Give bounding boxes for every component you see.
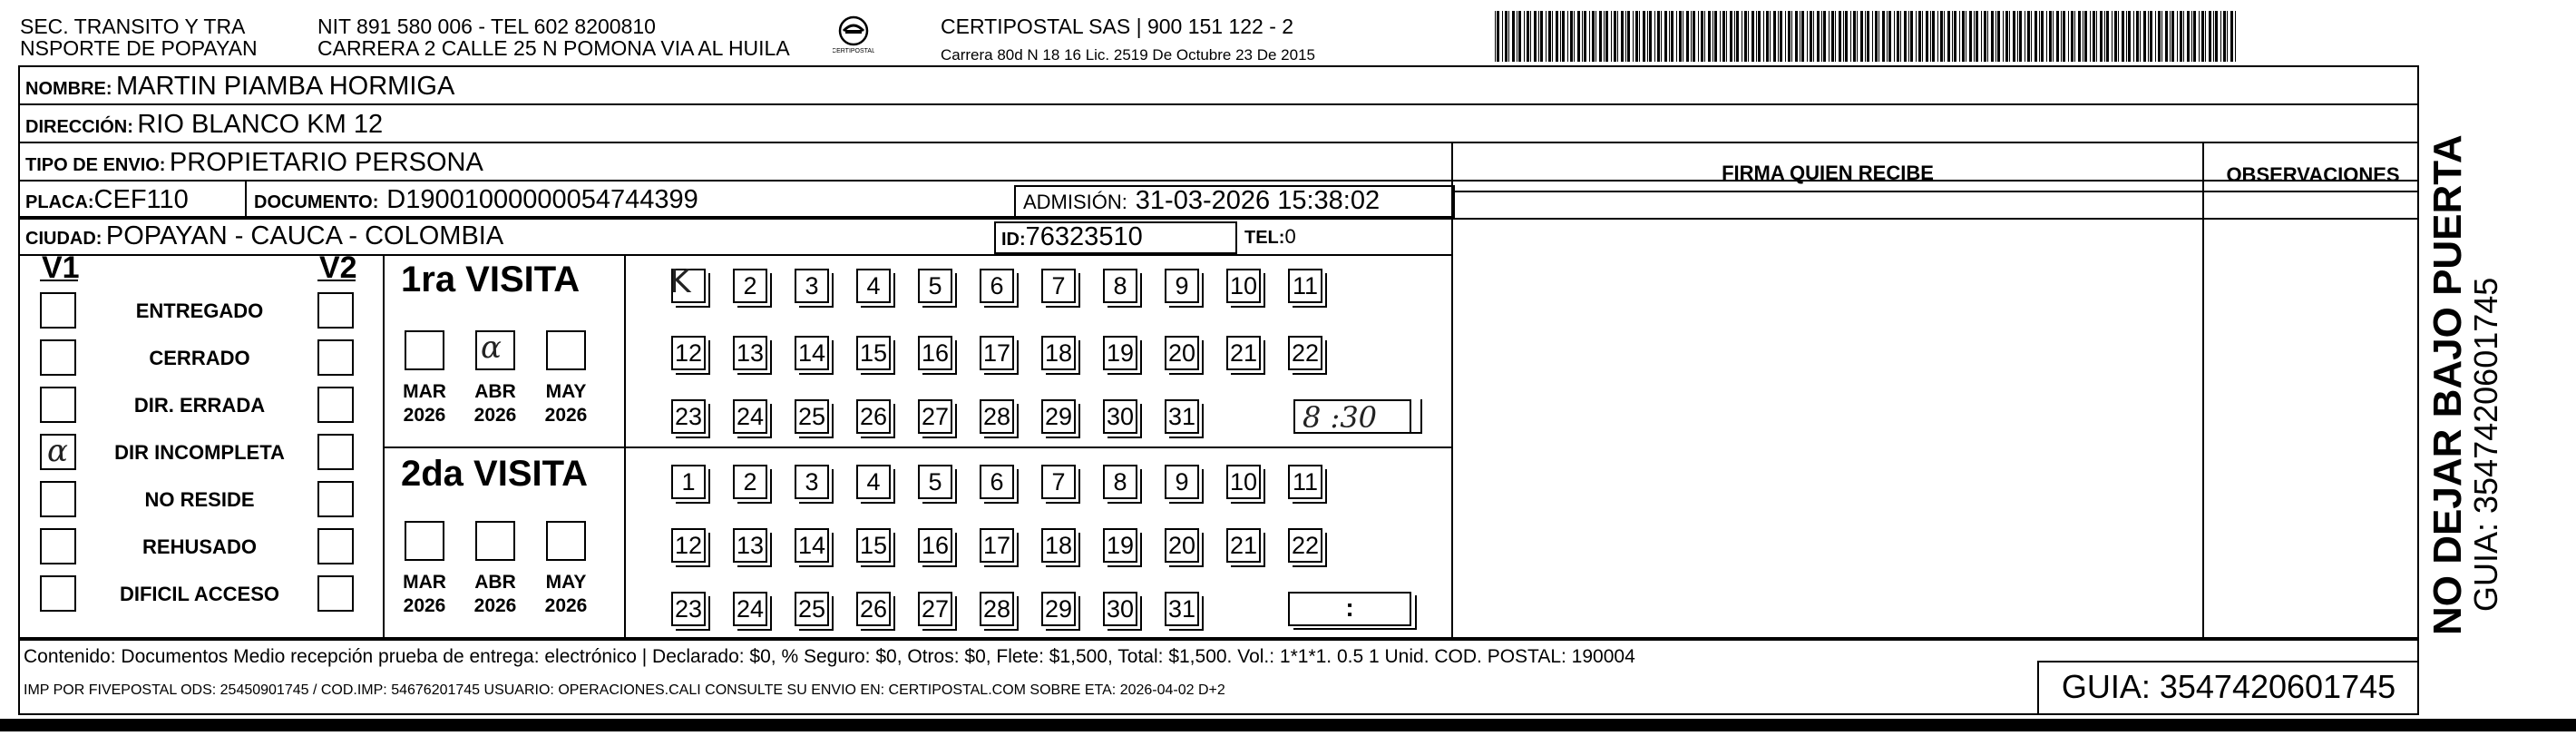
visit1-day-number: 26 [859,403,888,430]
visit2-day-box[interactable] [980,592,1014,626]
visit2-day-box[interactable] [856,592,891,626]
visit2-day-number: 6 [990,468,1004,496]
visit2-day-number: 11 [1292,468,1319,496]
tel-value: 0 [1284,225,1296,248]
visit1-day-number: 22 [1291,339,1320,367]
id-value: 76323510 [1025,222,1143,251]
visit1-day-box[interactable] [1103,336,1137,370]
visit2-day-number: 3 [805,468,819,496]
visit1-month-label: ABR [474,381,516,402]
visit1-month-label: MAR [403,381,446,402]
visit2-day-number: 29 [1044,595,1073,623]
visit1-day-number: 27 [921,403,950,430]
visit2-day-box[interactable] [1103,592,1137,626]
v1-checkbox[interactable] [40,292,76,329]
visit2-day-box[interactable] [1226,465,1261,499]
visit1-day-box[interactable] [980,269,1014,303]
footer-contenido: Contenido: Documentos Medio recepción prueba de entrega: electrónico | Declarado: $0, % Seguro: $0, Otros: $0, Flete: $1,500, Total: $1,500. Vol.: 1*1*1. 0.5 1 Unid. COD. POSTAL: 190004 [24,646,1635,667]
courier-name: CERTIPOSTAL SAS | 900 151 122 - 2 [941,15,1294,38]
direccion-row [25,109,383,144]
visit2-day-number: 19 [1106,532,1135,559]
visit1-day-number: 25 [797,403,826,430]
visit1-day-box[interactable] [1103,399,1137,434]
admision-label: ADMISIÓN: [1023,191,1127,213]
visit2-day-box[interactable] [795,528,829,563]
tipo-envio-label: TIPO DE ENVIO: [25,155,166,175]
visit1-day-box[interactable] [1041,269,1076,303]
visit1-day-box[interactable] [918,336,952,370]
visit2-day-number: 23 [674,595,703,623]
visit2-month-label: MAR [403,572,446,593]
visit2-day-box[interactable] [1226,528,1261,563]
visit1-day-number: 13 [736,339,765,367]
certipostal-logo [833,13,874,54]
visit2-day-number: 16 [921,532,950,559]
status-label: REHUSADO [142,535,257,558]
visit1-day-box[interactable] [1226,336,1261,370]
visit2-day-box[interactable] [733,528,767,563]
cut-strip [0,719,2576,731]
visit2-month-year: 2026 [403,595,446,616]
v2-checkbox[interactable] [317,292,354,329]
direccion-label: DIRECCIÓN: [25,117,133,137]
visit1-day-box[interactable] [1165,336,1199,370]
visit2-day-box[interactable] [980,465,1014,499]
visit2-day-number: 1 [681,468,696,496]
visit1-day-number: 12 [674,339,703,367]
visit1-day-box[interactable] [856,336,891,370]
barcode [1495,11,2239,62]
visit1-day-number: 28 [982,403,1011,430]
visit2-day-box[interactable] [918,465,952,499]
visit2-month-year: 2026 [473,595,517,616]
observaciones-area[interactable] [2205,192,2417,637]
visit1-day-box[interactable] [733,269,767,303]
v1-checkbox[interactable] [40,339,76,376]
visit1-day-number: 9 [1175,272,1189,299]
visit1-day-mark: K [669,263,691,300]
direccion-value: RIO BLANCO KM 12 [137,110,384,139]
visit1-day-number: 15 [859,339,888,367]
visit2-day-number: 12 [674,532,703,559]
visit1-day-box[interactable] [1288,269,1322,303]
visit1-day-number: 14 [797,339,826,367]
visit1-day-box[interactable] [1165,269,1199,303]
visit2-day-box[interactable] [1103,465,1137,499]
firma-label: FIRMA QUIEN RECIBE [1722,162,1934,184]
visit2-month-checkbox[interactable] [546,521,586,561]
visit2-day-number: 26 [859,595,888,623]
visit2-day-box[interactable] [1288,528,1322,563]
visit1-month-checkbox[interactable] [405,330,444,370]
visit2-month-label: MAY [545,572,587,593]
visit1-month-year: 2026 [403,405,446,426]
visit2-day-box[interactable] [733,592,767,626]
v1-checkbox[interactable] [40,481,76,517]
status-label: DIR INCOMPLETA [114,441,285,464]
visit1-day-number: 6 [990,272,1004,299]
visit2-day-box[interactable] [795,465,829,499]
observaciones-label: OBSERVACIONES [2226,163,2400,186]
svg-text:CERTIPOSTAL: CERTIPOSTAL [833,48,874,54]
status-label: CERRADO [149,347,250,369]
visit1-day-number: 31 [1167,403,1196,430]
documento-label: DOCUMENTO: [254,192,379,212]
visit2-day-number: 7 [1051,468,1066,496]
visit1-day-number: 30 [1106,403,1135,430]
visit1-day-box[interactable] [856,269,891,303]
v2-checkbox[interactable] [317,339,354,376]
side-warning: NO DEJAR BAJO PUERTA [2425,134,2470,635]
visit1-day-box[interactable] [1103,269,1137,303]
visit1-month-mark: α [481,329,502,366]
documento-value: D19001000000054744399 [386,185,698,214]
visit2-day-number: 28 [982,595,1011,623]
status-label: DIR. ERRADA [133,394,266,417]
v1-mark: α [47,433,68,469]
visit1-day-box[interactable] [795,269,829,303]
admision-value: 31-03-2026 15:38:02 [1135,186,1381,215]
visit1-month-label: MAY [545,381,587,402]
admision-row [1023,185,1380,221]
visit2-day-number: 27 [921,595,950,623]
visit1-day-number: 4 [866,272,881,299]
placa-label: PLACA: [25,192,94,212]
visit1-day-box[interactable] [918,269,952,303]
visit2-day-box[interactable] [1288,465,1322,499]
visit1-day-number: 24 [736,403,765,430]
visit2-day-number: 14 [797,532,826,559]
visit2-day-box[interactable] [856,528,891,563]
visit1-day-box[interactable] [671,336,706,370]
visit1-day-number: 10 [1229,272,1258,299]
visit1-day-box[interactable] [980,399,1014,434]
visit2-day-box[interactable] [1041,465,1076,499]
v2-checkbox[interactable] [317,434,354,470]
visit2-month-checkbox[interactable] [405,521,444,561]
v2-header: V2 [319,250,357,285]
visit2-day-box[interactable] [1103,528,1137,563]
visit2-title: 2da VISITA [401,454,588,494]
visit1-day-box[interactable] [795,336,829,370]
visit2-day-number: 30 [1106,595,1135,623]
footer-guia: GUIA: 3547420601745 [2061,668,2396,705]
visit1-day-number: 19 [1106,339,1135,367]
visit2-day-number: 20 [1167,532,1196,559]
nombre-value: MARTIN PIAMBA HORMIGA [116,72,455,101]
v2-checkbox[interactable] [317,528,354,564]
visit1-day-number: 8 [1113,272,1127,299]
tipo-envio-value: PROPIETARIO PERSONA [169,148,483,177]
tel-label: TEL: [1244,228,1285,248]
visit2-day-number: 18 [1044,532,1073,559]
ciudad-value: POPAYAN - CAUCA - COLOMBIA [105,221,504,250]
visit1-day-box[interactable] [1041,336,1076,370]
v2-checkbox[interactable] [317,575,354,612]
ciudad-label: CIUDAD: [25,229,102,249]
visit1-day-box[interactable] [980,336,1014,370]
visit1-day-box[interactable] [671,399,706,434]
v1-checkbox[interactable] [40,528,76,564]
visit1-day-number: 23 [674,403,703,430]
visit1-day-number: 29 [1044,403,1073,430]
visit1-day-number: 18 [1044,339,1073,367]
nombre-row [25,71,454,106]
visit2-day-box[interactable] [1041,528,1076,563]
visit2-day-number: 13 [736,532,765,559]
visit1-day-box[interactable] [1288,336,1322,370]
visit1-day-number: 7 [1051,272,1066,299]
visit1-title: 1ra VISITA [401,260,581,299]
visit1-day-box[interactable] [1041,399,1076,434]
nombre-label: NOMBRE: [25,79,112,99]
visit2-day-box[interactable] [671,465,706,499]
visit1-time: 8 :30 [1303,400,1378,435]
visit1-day-number: 3 [805,272,819,299]
status-label: NO RESIDE [144,488,255,511]
visit2-day-box[interactable] [671,592,706,626]
visit2-day-number: 10 [1229,468,1258,496]
v2-checkbox[interactable] [317,387,354,423]
visit2-day-box[interactable] [795,592,829,626]
visit1-day-box[interactable] [733,399,767,434]
status-label: DIFICIL ACCESO [119,583,279,605]
visit2-month-label: ABR [474,572,516,593]
side-guia: GUIA: 3547420601745 [2467,277,2504,612]
visit1-month-year: 2026 [473,405,517,426]
sender-name-line1: SEC. TRANSITO Y TRA [20,15,246,38]
visit2-day-number: 15 [859,532,888,559]
visit1-day-number: 2 [743,272,757,299]
visit1-day-number: 5 [928,272,942,299]
footer-imp-line: IMP POR FIVEPOSTAL ODS: 25450901745 / COD.IMP: 54676201745 USUARIO: OPERACIONES.CALI CONSULTE SU ENVIO EN: CERTIPOSTAL.COM SOBRE ETA: 2026-04-02 D+2 [24,682,1225,698]
visit1-month-checkbox[interactable] [546,330,586,370]
visit2-day-box[interactable] [1165,465,1199,499]
signature-area[interactable] [1455,192,2200,637]
sender-address: CARRERA 2 CALLE 25 N POMONA VIA AL HUILA [317,36,790,60]
visit1-day-box[interactable] [918,399,952,434]
visit2-day-number: 2 [743,468,757,496]
visit2-day-box[interactable] [1041,592,1076,626]
id-label: ID: [1001,230,1026,250]
placa-value: CEF110 [93,185,189,214]
visit2-day-number: 5 [928,468,942,496]
visit1-day-box[interactable] [1226,269,1261,303]
visit2-day-number: 31 [1167,595,1196,623]
visit2-day-number: 8 [1113,468,1127,496]
v2-checkbox[interactable] [317,481,354,517]
tipo-envio-row [25,147,483,182]
v1-checkbox[interactable] [40,387,76,423]
visit2-day-box[interactable] [1165,592,1199,626]
visit1-month-year: 2026 [544,405,588,426]
visit2-day-box[interactable] [733,465,767,499]
visit1-day-number: 16 [921,339,950,367]
visit1-day-box[interactable] [856,399,891,434]
visit1-day-number: 21 [1229,339,1258,367]
visit1-day-box[interactable] [795,399,829,434]
documento-row [254,184,698,220]
visit1-day-box[interactable] [733,336,767,370]
visit2-day-box[interactable] [918,528,952,563]
visit2-day-box[interactable] [671,528,706,563]
sender-name-line2: NSPORTE DE POPAYAN [20,36,258,60]
sender-nit: NIT 891 580 006 - TEL 602 8200810 [317,15,656,38]
visit2-day-number: 9 [1175,468,1189,496]
visit2-month-year: 2026 [544,595,588,616]
tel-row [1244,221,1296,255]
placa-row [25,184,189,220]
visit2-time: : [1345,594,1354,622]
visit2-day-box[interactable] [918,592,952,626]
ciudad-row [25,221,503,256]
visit2-day-box[interactable] [856,465,891,499]
v1-header: V1 [42,250,80,285]
visit2-day-box[interactable] [980,528,1014,563]
visit2-day-number: 17 [982,532,1011,559]
status-label: ENTREGADO [135,299,264,322]
visit2-month-checkbox[interactable] [475,521,515,561]
visit1-day-number: 11 [1292,272,1319,299]
visit1-day-box[interactable] [1165,399,1199,434]
visit2-day-number: 22 [1291,532,1320,559]
courier-address: Carrera 80d N 18 16 Lic. 2519 De Octubre 23 De 2015 [941,46,1315,64]
visit2-day-number: 24 [736,595,765,623]
visit1-day-number: 17 [982,339,1011,367]
visit2-day-number: 21 [1229,532,1258,559]
visit2-day-number: 25 [797,595,826,623]
v1-checkbox[interactable] [40,575,76,612]
visit2-day-number: 4 [866,468,881,496]
visit1-day-number: 20 [1167,339,1196,367]
visit2-day-box[interactable] [1165,528,1199,563]
id-row [1001,221,1143,257]
